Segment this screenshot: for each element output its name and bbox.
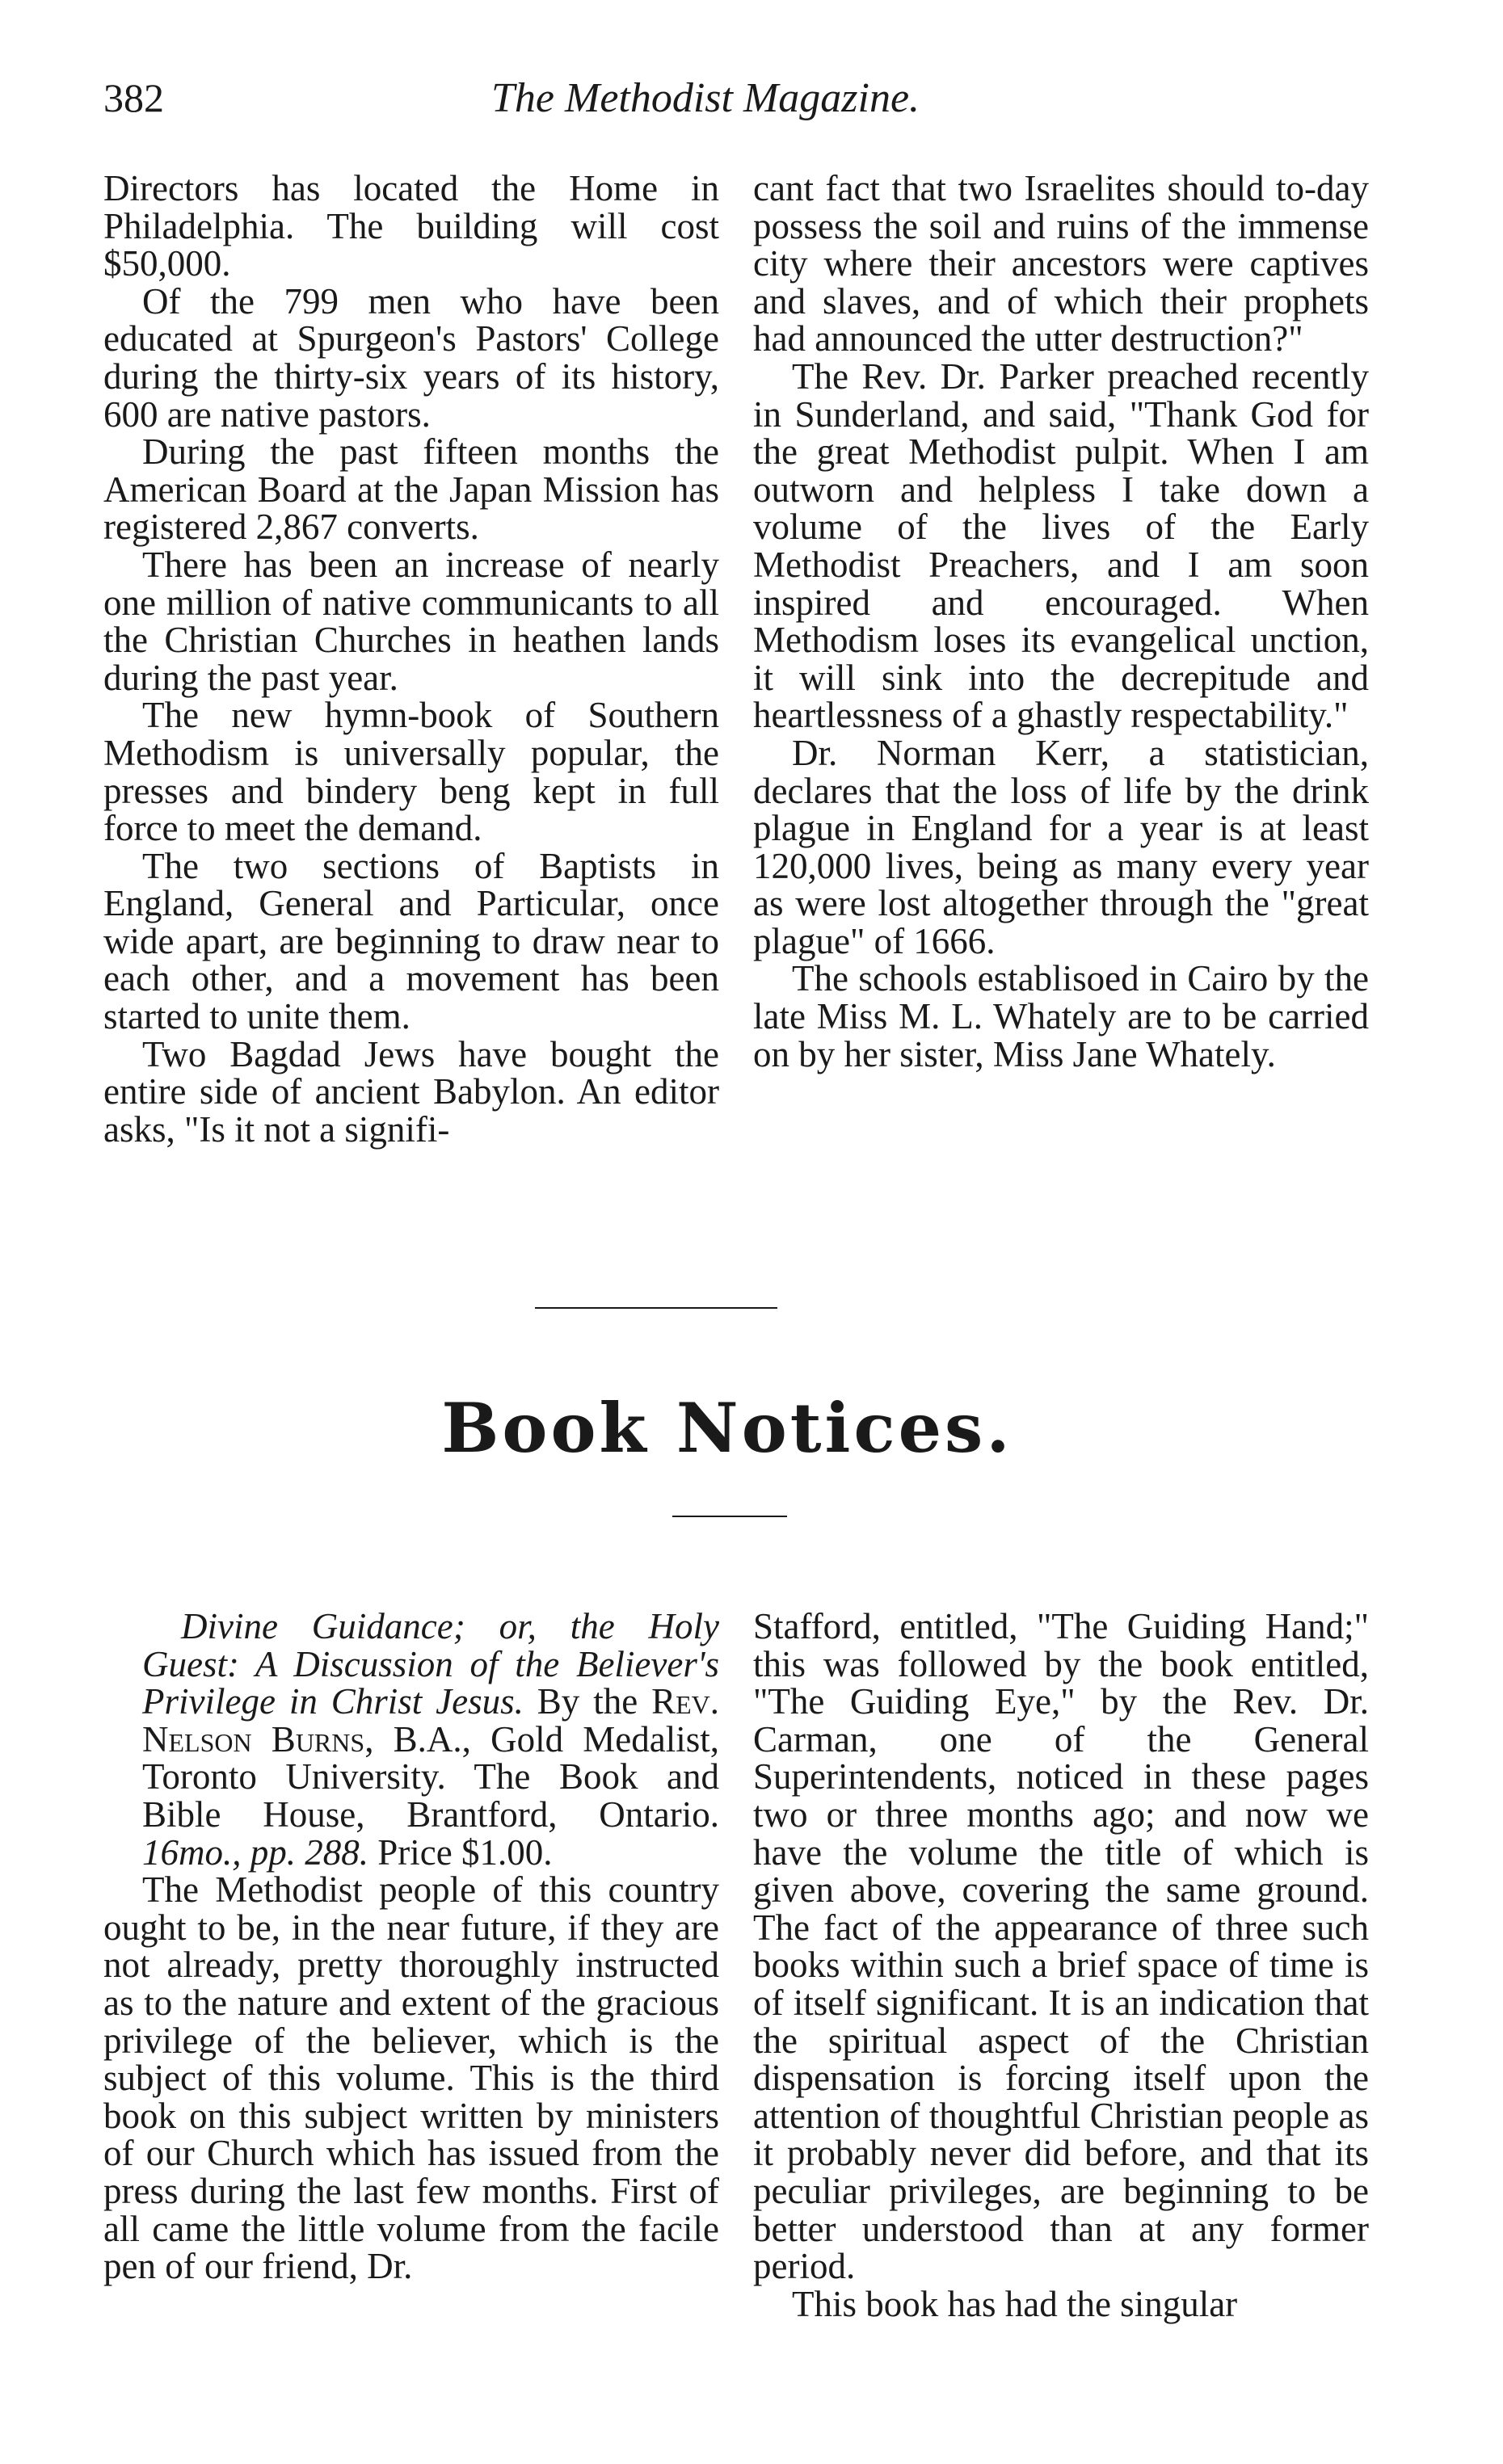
news-paragraph: The new hymn-book of Southern Methodism is universally popular, the presses and bindery beng kept in full force to meet the demand. (103, 695, 719, 849)
running-title: The Methodist Magazine. (491, 75, 920, 121)
review-paragraph: Stafford, entitled, "The Guiding Hand;" this was followed by the book entitled, "The Guiding Eye," by the Rev. Dr. Carman, one of the General Superintendents, noticed in these pages two or three months ago; and now we have the volume the title of which is given above, covering the same ground. The fact of the appearance of three such books within such a brief space of time is of itself significant. It is an indication that the spiritual aspect of the Christian dispensation is forcing itself upon the attention of thoughtful Christian people as it probably never did before, and that its peculiar privileges, are beginning to be better understood than at any former period. (753, 1606, 1369, 2287)
news-paragraph: Directors has located the Home in Philadelphia. The building will cost $50,000. (103, 168, 719, 284)
book-notice-column-left (103, 1608, 719, 2285)
book-by: By the (537, 1681, 638, 1722)
book-author: Rev. Nelson Burns (142, 1681, 720, 1760)
section-heading: Book Notices. (441, 1388, 1013, 1468)
news-paragraph: Dr. Norman Kerr, a statistician, declares that the loss of life by the drink plague in England for a year is at least 120,000 lives, being as many every year as were lost altogether through the "great plague" of 1666. (753, 732, 1369, 961)
running-head (103, 74, 1396, 147)
book-entry-citation (103, 1608, 719, 1871)
book-title: Divine Guidance; or, the Holy Guest: A Discussion of the Believer's Privilege in Christ Jesus. (142, 1606, 719, 1722)
news-paragraph: The two sections of Baptists in England, General and Particular, once wide apart, are beginning to draw near to each other, and a movement has been started to unite them. (103, 845, 719, 1037)
section-divider-rule (535, 1307, 777, 1309)
book-format: 16mo., pp. 288. (142, 1831, 368, 1873)
news-paragraph: Of the 799 men who have been educated at Spurgeon's Pastors' College during the thirty-six years of its history, 600 are native pastors. (103, 280, 719, 435)
news-paragraph: There has been an increase of nearly one million of native communicants to all the Christian Churches in heathen lands during the past year. (103, 544, 719, 698)
news-paragraph: During the past fifteen months the American Board at the Japan Mission has registered 2,867 converts. (103, 431, 719, 548)
review-paragraph: This book has had the singular (792, 2283, 1238, 2324)
book-price: Price $1.00. (377, 1831, 553, 1873)
heading-underline-rule (672, 1516, 787, 1517)
book-notice-column-right (753, 1608, 1369, 2323)
book-author-details: , B.A., Gold Medalist, Toronto University. The Book and Bible House, Brantford, Ontario. (142, 1718, 720, 1835)
news-paragraph: The schools establisoed in Cairo by the late Miss M. L. Whately are to be carried on by her sister, Miss Jane Whately. (753, 958, 1369, 1074)
news-paragraph: cant fact that two Israelites should to-day possess the soil and ruins of the immense city where their ancestors were captives and slaves, and of which their prophets had announced the utter destruction?" (753, 168, 1369, 360)
review-paragraph: The Methodist people of this country ought to be, in the near future, if they are not already, pretty thoroughly instructed as to the nature and extent of the gracious privilege of the believer, which is the subject of this volume. This is the third book on this subject written by ministers of our Church which has issued from the press during the last few months. First of all came the little volume from the facile pen of our friend, Dr. (103, 1869, 719, 2287)
news-column-right (753, 170, 1369, 1073)
news-paragraph: The Rev. Dr. Parker preached recently in Sunderland, and said, "Thank God for the great Methodist pulpit. When I am outworn and helpless I take down a volume of the lives of the Early Methodist Preachers, and I am soon inspired and encouraged. When Methodism loses its evangelical unction, it will sink into the decrepitude and heartlessness of a ghastly respectability." (753, 355, 1369, 736)
news-column-left (103, 170, 719, 1148)
news-paragraph: Two Bagdad Jews have bought the entire side of ancient Babylon. An editor asks, "Is it not a signifi- (103, 1033, 719, 1150)
page-number: 382 (103, 75, 164, 120)
